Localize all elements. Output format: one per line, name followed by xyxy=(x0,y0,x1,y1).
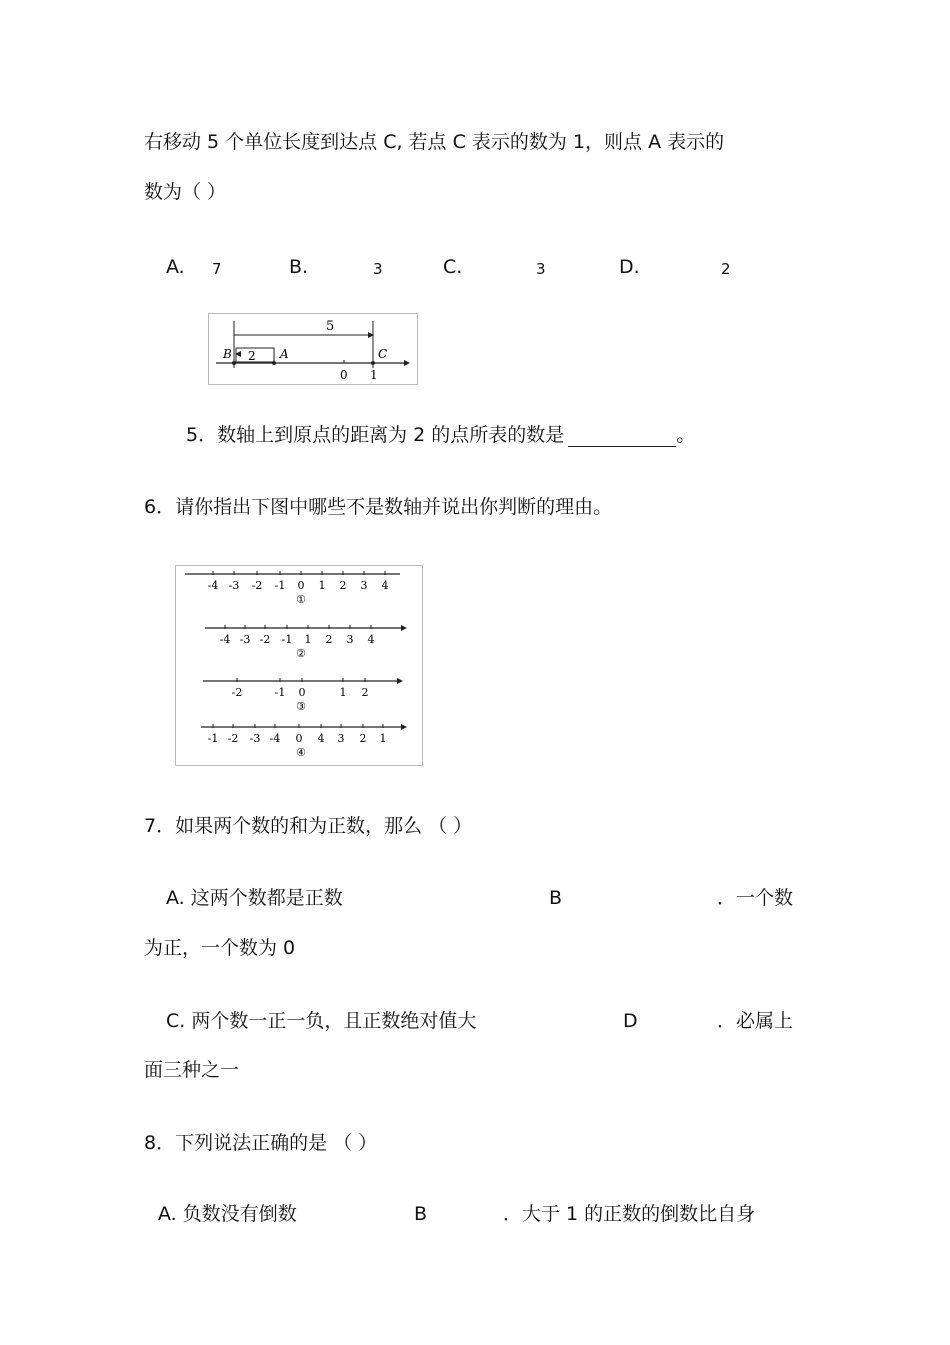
q6-tick-label-1-1: -4 xyxy=(207,579,219,592)
q7-option-d-cont: 面三种之一 xyxy=(144,1059,240,1081)
q4-tick-label-0: 0 xyxy=(340,368,348,382)
q7-option-b-text: ．一个数 xyxy=(717,887,794,909)
q7-option-b-cont: 为正，一个数为 0 xyxy=(144,937,296,959)
q6-tick-label-4-1: -1 xyxy=(207,732,219,745)
q4-point-b xyxy=(232,361,236,365)
q6-tick-label-2-1: -4 xyxy=(219,633,231,646)
q4-option-c-value: 3 xyxy=(536,260,546,278)
q6-tick-label-1-8: 3 xyxy=(360,579,368,592)
q6-tick-label-4-4: -4 xyxy=(269,732,281,745)
q5-prompt: 5．数轴上到原点的距离为 2 的点所表的数是 xyxy=(186,424,565,446)
q6-tick-label-3-5: 2 xyxy=(361,686,369,699)
q6-tick-label-1-3: -2 xyxy=(251,579,263,592)
q6-tick-label-3-1: -2 xyxy=(231,686,243,699)
q7-option-d-label: D xyxy=(623,1010,638,1032)
q6-tick-label-3-2: -1 xyxy=(274,686,286,699)
q6-tick-label-2-4: -1 xyxy=(281,633,293,646)
q7-option-c: C. 两个数一正一负，且正数绝对值大 xyxy=(166,1010,477,1032)
q4-tick-label-1: 1 xyxy=(370,368,378,382)
q8-option-a: A. 负数没有倒数 xyxy=(158,1203,297,1225)
q5-text xyxy=(186,423,695,447)
q8-option-b-label: B xyxy=(414,1203,428,1225)
q4-option-b-label: B. xyxy=(289,256,309,278)
q7-text: 7．如果两个数的和为正数，那么 （ ） xyxy=(144,815,473,837)
q4-option-d-label: D. xyxy=(619,256,640,278)
q4-label-b: B xyxy=(223,347,232,361)
q6-tick-label-3-3: 0 xyxy=(298,686,306,699)
q4-label-c: C xyxy=(378,347,388,361)
q4-option-c-label: C. xyxy=(443,256,463,278)
q6-tick-label-4-6: 4 xyxy=(317,732,325,745)
q6-tick-label-2-8: 4 xyxy=(367,633,375,646)
q4-line1: 右移动 5 个单位长度到达点 C, 若点 C 表示的数为 1，则点 A 表示的 xyxy=(144,131,725,153)
q6-tick-label-4-5: 0 xyxy=(295,732,303,745)
q7-option-d-text: ．必属上 xyxy=(717,1010,794,1032)
q5-end: 。 xyxy=(676,424,696,446)
q4-option-a-value: 7 xyxy=(212,260,222,278)
q6-tick-label-2-3: -2 xyxy=(259,633,271,646)
q6-tick-label-4-7: 3 xyxy=(337,732,345,745)
q6-text: 6．请你指出下图中哪些不是数轴并说出你判断的理由。 xyxy=(144,496,613,518)
q6-tick-label-1-4: -1 xyxy=(274,579,286,592)
q4-option-b-value: 3 xyxy=(373,260,383,278)
q6-number-lines-figure xyxy=(175,565,423,766)
q4-point-a xyxy=(272,361,276,365)
q6-tick-label-1-6: 1 xyxy=(318,579,326,592)
q6-tick-label-1-7: 2 xyxy=(339,579,347,592)
q6-tick-label-4-9: 1 xyxy=(379,732,387,745)
q6-axis-label-3: ③ xyxy=(296,700,306,713)
q8-option-b-text: ．大于 1 的正数的倒数比自身 xyxy=(503,1203,756,1225)
q6-tick-label-1-9: 4 xyxy=(381,579,389,592)
q4-label-5: 5 xyxy=(326,319,335,334)
q6-tick-label-2-5: 1 xyxy=(304,633,312,646)
q5-answer-blank[interactable] xyxy=(568,428,676,447)
q6-tick-label-1-2: -3 xyxy=(228,579,240,592)
q6-tick-label-2-6: 2 xyxy=(325,633,333,646)
q4-label-a: A xyxy=(280,347,289,361)
q4-line2: 数为（ ） xyxy=(144,181,227,203)
q6-axis-label-2: ② xyxy=(296,647,306,660)
q6-tick-label-4-8: 2 xyxy=(359,732,367,745)
q6-tick-label-4-2: -2 xyxy=(227,732,239,745)
q6-tick-label-1-5: 0 xyxy=(297,579,305,592)
q6-tick-label-2-2: -3 xyxy=(239,633,251,646)
q4-label-2: 2 xyxy=(248,349,256,363)
q6-tick-label-3-4: 1 xyxy=(339,686,347,699)
q8-text: 8．下列说法正确的是 （ ） xyxy=(144,1132,378,1154)
q6-axis-label-1: ① xyxy=(296,593,306,606)
q7-option-b-label: B xyxy=(549,887,563,909)
q6-tick-label-2-7: 3 xyxy=(346,633,354,646)
q4-option-d-value: 2 xyxy=(721,260,731,278)
q6-axis-label-4: ④ xyxy=(296,746,306,759)
q7-option-a: A. 这两个数都是正数 xyxy=(166,887,343,909)
q4-number-line-figure xyxy=(208,313,418,385)
q4-option-a-label: A. xyxy=(166,256,185,278)
q4-point-c xyxy=(371,361,375,365)
q6-tick-label-4-3: -3 xyxy=(249,732,261,745)
